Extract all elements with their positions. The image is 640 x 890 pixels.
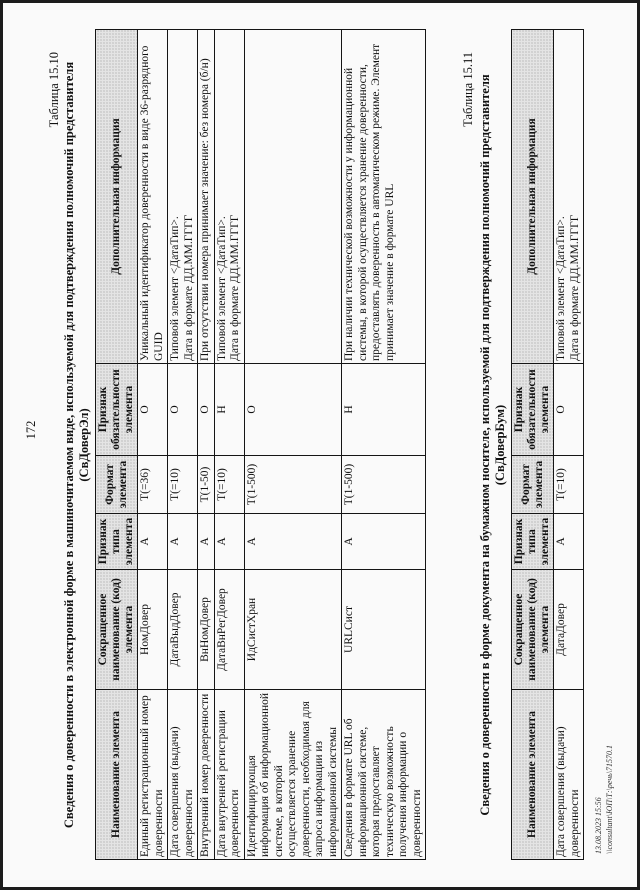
cell-element-type: А: [138, 514, 168, 570]
column-header-element-format: Формат элемента: [96, 456, 138, 514]
cell-additional-info: Типовой элемент <ДатаТип>. Дата в формате ДД.ММ.ГГГГ: [168, 30, 198, 364]
table-title-text: Сведения о доверенности в форме документа на бумажном носителе, используемой для подтверждения полномочий представителя: [478, 74, 492, 816]
cell-element-code: ДатаВыдДовер: [168, 570, 198, 690]
page-number: 172: [24, 420, 38, 440]
column-header-element-name: Наименование элемента: [96, 690, 138, 860]
cell-element-type: А: [214, 514, 244, 570]
cell-element-name: Единый регистрационный номер доверенности: [138, 690, 168, 860]
cell-element-name: Дата совершения (выдачи) доверенности: [554, 690, 584, 860]
print-timestamp: 13.08.2023 15:56: [594, 797, 603, 854]
cell-element-required: О: [168, 364, 198, 456]
cell-element-type: А: [198, 514, 215, 570]
column-header-element-type: Признак типа элемента: [96, 514, 138, 570]
column-header-additional-info: Дополнительная информация: [96, 30, 138, 364]
cell-element-code: ИдСистХран: [244, 570, 342, 690]
cell-element-format: T(1-50): [198, 456, 215, 514]
cell-element-name: Сведения в формате URL об информационной системе, которая предоставляет техническую возможность получения информации о доверенности: [342, 690, 426, 860]
cell-element-format: T(=10): [168, 456, 198, 514]
cell-element-type: А: [554, 514, 584, 570]
cell-element-format: T(=10): [554, 456, 584, 514]
table-title-code: (СвДоверБум): [493, 404, 507, 486]
cell-element-format: T(=36): [138, 456, 168, 514]
cell-element-code: ДатаДовер: [554, 570, 584, 690]
cell-element-code: ДатаВнРегДовер: [214, 570, 244, 690]
cell-element-name: Дата совершения (выдачи) доверенности: [168, 690, 198, 860]
column-header-element-required: Признак обязательности элемента: [96, 364, 138, 456]
cell-element-required: Н: [214, 364, 244, 456]
table-caption: Таблица 15.11: [461, 52, 475, 127]
column-header-element-code: Сокращенное наименование (код) элемента: [512, 570, 554, 690]
cell-element-type: А: [244, 514, 342, 570]
cell-additional-info: Уникальный идентификатор доверенности в виде 36-разрядного GUID: [138, 30, 168, 364]
cell-additional-info: При отсутствии номера принимает значение: без номера (б/н): [198, 30, 215, 364]
table-title-code: (СвДоверЭл): [77, 408, 91, 482]
column-header-element-format: Формат элемента: [512, 456, 554, 514]
cell-additional-info: Типовой элемент <ДатаТип>. Дата в формате ДД.ММ.ГГГГ: [214, 30, 244, 364]
cell-element-format: T(1-500): [342, 456, 426, 514]
column-header-element-required: Признак обязательности элемента: [512, 364, 554, 456]
column-header-element-type: Признак типа элемента: [512, 514, 554, 570]
cell-element-name: Дата внутренней регистрации доверенности: [214, 690, 244, 860]
column-header-additional-info: Дополнительная информация: [512, 30, 554, 364]
cell-element-required: О: [244, 364, 342, 456]
cell-element-code: НомДовер: [138, 570, 168, 690]
cell-additional-info: Типовой элемент <ДатаТип>. Дата в формате ДД.ММ.ГГГГ: [554, 30, 584, 364]
cell-element-required: О: [554, 364, 584, 456]
cell-element-required: О: [138, 364, 168, 456]
column-header-element-code: Сокращенное наименование (код) элемента: [96, 570, 138, 690]
cell-element-type: А: [342, 514, 426, 570]
cell-element-required: Н: [342, 364, 426, 456]
table-title-text: Сведения о доверенности в электронной форме в машиночитаемом виде, используемой для подтверждения полномочий представителя: [62, 61, 76, 829]
table-caption: Таблица 15.10: [47, 52, 61, 128]
cell-element-name: Внутренний номер доверенности: [198, 690, 215, 860]
cell-element-code: URLСист: [342, 570, 426, 690]
cell-element-code: ВнНомДовер: [198, 570, 215, 690]
cell-element-format: T(1-500): [244, 456, 342, 514]
cell-element-type: А: [168, 514, 198, 570]
cell-additional-info: При наличии технической возможности у информационной системы, в которой осуществляется хранение доверенности, предоставлять доверенность в автоматическом режиме. Элемент принимает значение в формате URL: [342, 30, 426, 364]
column-header-element-name: Наименование элемента: [512, 690, 554, 860]
document-path: \\consultant\ЮП\Т:\речь\71570.1: [605, 744, 614, 854]
cell-element-required: О: [198, 364, 215, 456]
cell-element-name: Идентифицирующая информация об информационной системе, в которой осуществляется хранение доверенности, необходимая для запроса информации из информационной системы: [244, 690, 342, 860]
cell-element-format: T(=10): [214, 456, 244, 514]
